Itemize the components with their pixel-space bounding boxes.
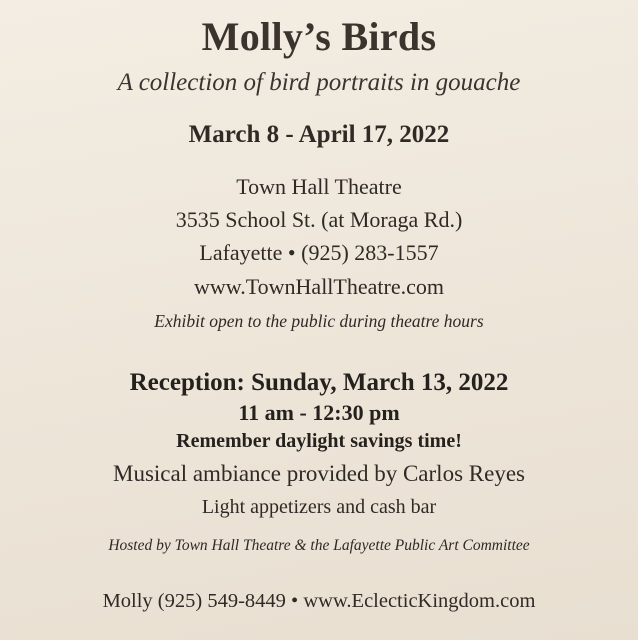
refreshments-note: Light appetizers and cash bar: [201, 496, 437, 518]
artist-contact: Molly (925) 549-8449 • www.EclecticKingdom.com: [102, 590, 536, 612]
hosted-by-note: Hosted by Town Hall Theatre & the Lafayette Public Art Committee: [108, 537, 530, 554]
exhibit-hours-note: Exhibit open to the public during theatre hours: [154, 311, 484, 331]
exhibit-subtitle: A collection of bird portraits in gouache: [117, 69, 521, 96]
exhibit-title: Molly’s Birds: [201, 14, 437, 59]
daylight-savings-reminder: Remember daylight savings time!: [176, 430, 462, 452]
venue-city-phone: Lafayette • (925) 283-1557: [199, 240, 439, 265]
music-note: Musical ambiance provided by Carlos Reyes: [113, 461, 525, 486]
exhibit-dates: March 8 - April 17, 2022: [188, 121, 450, 148]
venue-address: 3535 School St. (at Moraga Rd.): [175, 207, 463, 232]
reception-time: 11 am - 12:30 pm: [238, 400, 400, 425]
venue-website: www.TownHallTheatre.com: [194, 274, 444, 299]
venue-name: Town Hall Theatre: [236, 174, 402, 199]
reception-date: Reception: Sunday, March 13, 2022: [129, 369, 509, 396]
